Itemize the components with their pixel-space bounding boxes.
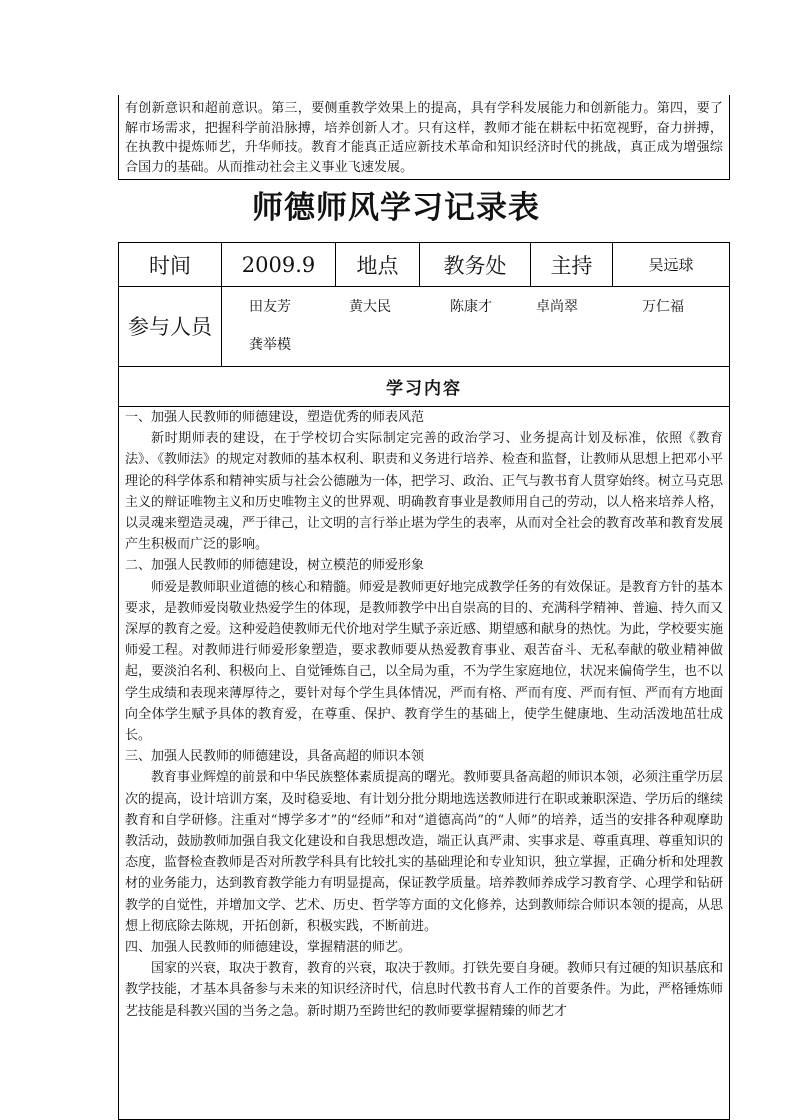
section-body: 师爱是教师职业道德的核心和精髓。师爱是教师更好地完成教学任务的有效保证。是教育方针的基本要求，是教师爱岗敬业热爱学生的体现，是教师教学中出自崇高的目的、充满科学精神、普遍、持久而又深厚的教育之爱。这种爱趋使教师无代价地对学生赋予亲近感、期望感和献身的热忱。为此，学校要实施师爱工程。对教师进行师爱形象塑造，要求教师要从热爱教育事业、艰苦奋斗、无私奉献的敬业精神做起，要淡泊名利、积极向上、自觉锤炼自己，以全局为重，不为学生家庭地位，状况来偏倚学生，也不以学生成绩和表现来薄厚待之，要针对每个学生具体情况，严而有格、严而有度、严而有恒、严而有方地面向全体学生赋予具体的教育爱，在尊重、保护、教育学生的基础上，使学生健康地、生动活泼地茁壮成长。 <box>125 579 724 744</box>
time-value: 2009.9 <box>222 243 336 286</box>
participants-row <box>119 286 729 367</box>
time-label: 时间 <box>119 243 222 286</box>
intro-paragraph: 有创新意识和超前意识。第三，要侧重教学效果上的提高，具有学科发展能力和创新能力。第四，要了解市场需求，把握科学前沿脉搏，培养创新人才。只有这样，教师才能在耕耘中拓宽视野，奋力拼搏，在执教中提炼师艺，升华师技。教育才能真正适应新技术革命和知识经济时代的挑战，真正成为增强综合国力的基础。从而推动社会主义事业飞速发展。 <box>125 101 723 175</box>
section-body: 新时期师表的建设，在于学校切合实际制定完善的政治学习、业务提高计划及标准，依照《教育法》、《教师法》的规定对教师的基本权利、职责和义务进行培养、检查和监督，让教师从思想上把邓小平理论的科学体系和精神实质与社会公德融为一体，把学习、政治、正气与教书育人贯穿始终。树立马克思主义的辩证唯物主义和历史唯物主义的世界观、明确教育事业是教师用自己的劳动，以人格来培养人格，以灵魂来塑造灵魂，严于律己，让文明的言行举止堪为学生的表率，从而对全社会的教育改革和教育发展产生积极而广泛的影响。 <box>125 431 724 553</box>
participant-name: 万仁福 <box>642 299 684 315</box>
participant-name: 田友芳 <box>249 299 291 315</box>
document-title: 师德师风学习记录表 <box>252 190 540 226</box>
continued-text-box <box>118 95 730 180</box>
section-body: 教育事业辉煌的前景和中华民族整体素质提高的曙光。教师要具备高超的师识本领，必须注重学历层次的提高，设计培训方案，及时稳妥地、有计划分批分期地选送教师进行在职或兼职深造、学历后的继续教育和自学研修。注重对“博学多才”的“经师”和对“道德高尚”的“人师”的培养，适当的安排各种观摩助教活动，鼓励教师加强自我文化建设和自我思想改造，端正认真严肃、实事求是、尊重真理、尊重知识的态度，监督检查教师是否对所教学科具有比较扎实的基础理论和专业知识，独立掌握，正确分析和处理教材的业务能力，达到教育教学能力有明显提高，保证教学质量。培养教师养成学习教育学、心理学和钻研教学的自觉性，并增加文学、艺术、历史、哲学等方面的文化修养，达到教师综合师识本领的提高，从思想上彻底除去陈规，开拓创新，积极实践，不断前进。 <box>125 770 724 934</box>
header-row <box>119 243 729 287</box>
section-heading: 四、加强人民教师的师德建设，掌握精湛的师艺。 <box>125 940 412 956</box>
study-content <box>119 407 729 1022</box>
section-heading: 一、加强人民教师的师德建设，塑造优秀的师表风范 <box>125 410 425 425</box>
participant-name: 龚举模 <box>249 337 291 353</box>
participant-name: 黄大民 <box>349 299 391 315</box>
section-body: 国家的兴衰，取决于教育，教育的兴衰，取决于教师。打铁先要自身硬。教师只有过硬的知识基底和教学技能，才基本具备参与未来的知识经济时代，信息时代教书育人工作的首要条件。为此，严格锤炼师艺技能是科教兴国的当务之急。新时期乃至跨世纪的教师要掌握精臻的师艺才 <box>125 961 724 1019</box>
participant-name: 卓尚翠 <box>536 299 578 315</box>
participants-label: 参与人员 <box>119 286 222 366</box>
section-heading: 三、加强人民教师的师德建设，具备高超的师识本领 <box>125 749 425 765</box>
content-heading: 学习内容 <box>386 378 462 399</box>
section-heading: 二、加强人民教师的师德建设，树立模范的师爱形象 <box>125 558 425 574</box>
content-heading-row <box>119 366 729 407</box>
place-label: 地点 <box>336 243 420 286</box>
participant-name: 陈康才 <box>450 299 492 315</box>
host-label: 主持 <box>531 243 613 286</box>
place-value: 教务处 <box>420 243 531 286</box>
record-form-table <box>118 242 730 1120</box>
host-value: 吴远球 <box>648 256 694 274</box>
